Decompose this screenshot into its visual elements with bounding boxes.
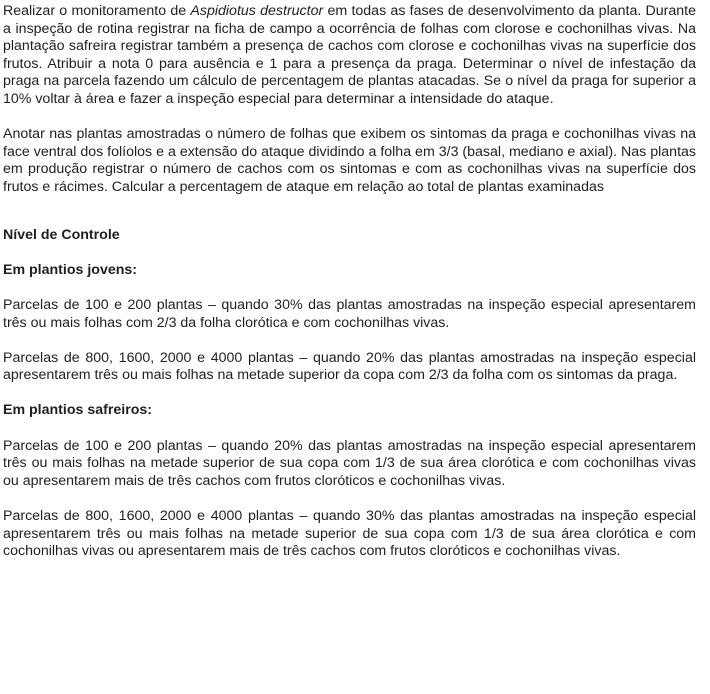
monitoring-paragraph bbox=[3, 3, 696, 109]
sampling-paragraph: Anotar nas plantas amostradas o número de folhas que exibem os sintomas da praga e cochonilhas vivas na face ventral dos folíolos e a extensão do ataque dividindo a folha em 3/3 (basal, mediano e axial). Nas plantas em produção registrar o número de cachos com os sintomas e com as cochonilhas vivas na superfície dos frutos e rácimes. Calcular a percentagem de ataque em relação ao total de plantas examinadas bbox=[3, 126, 696, 195]
bearing-plantings-heading: Em plantios safreiros: bbox=[3, 402, 153, 419]
young-plantings-heading: Em plantios jovens: bbox=[3, 261, 138, 278]
young-plantings-paragraph-2: Parcelas de 800, 1600, 2000 e 4000 plantas – quando 20% das plantas amostradas na inspeção especial apresentarem três ou mais folhas na metade superior da copa com 2/3 da folha com os sintomas da praga. bbox=[3, 349, 696, 384]
control-level-heading: Nível de Controle bbox=[3, 226, 120, 243]
bearing-plantings-paragraph-2: Parcelas de 800, 1600, 2000 e 4000 plantas – quando 30% das plantas amostradas na inspeção especial apresentarem três ou mais folhas na metade superior de sua copa com 1/3 de sua área clorótica e com cochonilhas vivas ou apresentarem mais de três cachos com frutos cloróticos e cochonilhas vivas. bbox=[3, 508, 696, 560]
species-name: Aspidiotus destructor bbox=[190, 3, 324, 19]
monitoring-text-rest: em todas as fases de desenvolvimento da planta. Durante a inspeção de rotina registrar na ficha de campo a ocorrência de folhas com clorose e cochonilhas vivas. Na plantação safreira registrar também a presença de cachos com clorose e cochonilhas vivas na superfície dos frutos. Atribuir a nota 0 para ausência e 1 para a presença da praga. Determinar o nível de infestação da praga na parcela fazendo um cálculo de percentagem de plantas atacadas. Se o nível da praga for superior a 10% voltar à área e fazer a inspeção especial para determinar a intensidade do ataque. bbox=[3, 3, 697, 107]
bearing-plantings-paragraph-1: Parcelas de 100 e 200 plantas – quando 20% das plantas amostradas na inspeção especial apresentarem três ou mais folhas na metade superior de sua copa com 1/3 de sua área clorótica e com cochonilhas vivas ou apresentarem mais de três cachos com frutos cloróticos e cochonilhas vivas. bbox=[3, 437, 696, 489]
monitoring-text-start: Realizar o monitoramento de bbox=[3, 3, 191, 19]
young-plantings-paragraph-1: Parcelas de 100 e 200 plantas – quando 30% das plantas amostradas na inspeção especial apresentarem três ou mais folhas com 2/3 da folha clorótica e com cochonilhas vivas. bbox=[3, 296, 696, 331]
